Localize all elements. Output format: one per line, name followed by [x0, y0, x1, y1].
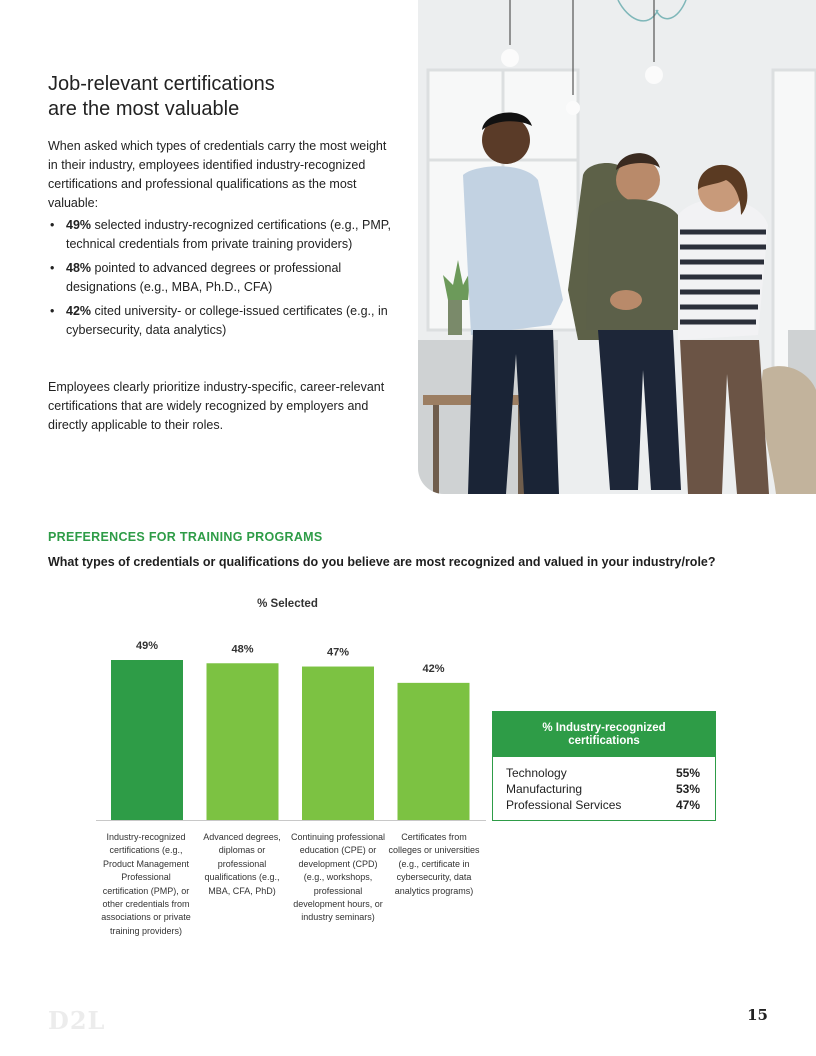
- bar-value-label: 48%: [231, 643, 254, 656]
- category-label: Advanced degrees, diplomas or professional qualifications (e.g., MBA, CFA, PhD): [203, 832, 281, 896]
- breakdown-industry: Professional Services: [506, 798, 622, 812]
- bar: [111, 660, 183, 820]
- finding-percent: 48%: [66, 261, 92, 275]
- bar-value-label: 47%: [326, 646, 350, 659]
- finding-percent: 42%: [66, 304, 92, 318]
- page-number: 15: [747, 1006, 768, 1024]
- bar: [398, 683, 470, 820]
- breakdown-header: % Industry-recognized certifications: [493, 712, 715, 757]
- bar-value-label: 42%: [422, 662, 445, 675]
- industry-breakdown-table: [492, 711, 716, 821]
- breakdown-value: 53%: [675, 782, 700, 796]
- section-heading: [48, 72, 388, 122]
- closing-paragraph: Employees clearly prioritize industry-specific, career-relevant certifications that are widely recognized by employers and directly applicable to their roles.: [48, 380, 385, 432]
- bar-value-label: 49%: [135, 640, 159, 652]
- breakdown-value: 55%: [675, 766, 700, 780]
- finding-item: [48, 302, 398, 340]
- category-label: Industry-recognized certifications (e.g., Product Management Professional certification (PMP), or other credentials from associations or private training providers): [101, 832, 191, 936]
- finding-text: cited university- or college-issued certificates (e.g., in cybersecurity, data analytics): [66, 304, 388, 337]
- finding-text: selected industry-recognized certifications (e.g., PMP, technical credentials from private training providers): [66, 218, 391, 251]
- bar-chart: [96, 620, 486, 1000]
- category-label: Continuing professional education (CPE) or development (CPD) (e.g., workshops, professional development hours, or industry seminars): [290, 832, 386, 923]
- findings-list: [48, 216, 398, 345]
- finding-item: [48, 216, 398, 254]
- breakdown-industry: Manufacturing: [506, 782, 583, 796]
- bar-chart-plot: [96, 620, 486, 830]
- bar: [302, 667, 374, 820]
- bar: [207, 663, 279, 820]
- breakdown-industry: Technology: [506, 766, 567, 780]
- section-label: PREFERENCES FOR TRAINING PROGRAMS: [48, 530, 323, 544]
- breakdown-row: [506, 765, 700, 781]
- heading-line-1: Job-relevant certifications: [48, 73, 275, 95]
- finding-percent: 49%: [66, 218, 92, 232]
- d2l-logo: D2L: [48, 1006, 106, 1035]
- survey-question: What types of credentials or qualifications do you believe are most recognized and valued in your industry/role?: [48, 555, 716, 569]
- breakdown-row: [506, 797, 700, 813]
- breakdown-rows: [493, 757, 715, 813]
- heading-line-2: are the most valuable: [48, 98, 240, 120]
- breakdown-value: 47%: [675, 798, 700, 812]
- finding-item: [48, 259, 398, 297]
- photo-illustration: [418, 0, 816, 494]
- finding-text: pointed to advanced degrees or professional designations (e.g., MBA, Ph.D., CFA): [66, 261, 342, 294]
- intro-paragraph: When asked which types of credentials carry the most weight in their industry, employees identified industry-recognized certifications and professional qualifications as the most valuable:: [48, 139, 387, 210]
- breakdown-row: [506, 781, 700, 797]
- category-label: Certificates from colleges or universities (e.g., certificate in cybersecurity, data analytics programs): [388, 832, 480, 896]
- chart-title: % Selected: [257, 598, 318, 610]
- office-handshake-photo: [418, 0, 816, 494]
